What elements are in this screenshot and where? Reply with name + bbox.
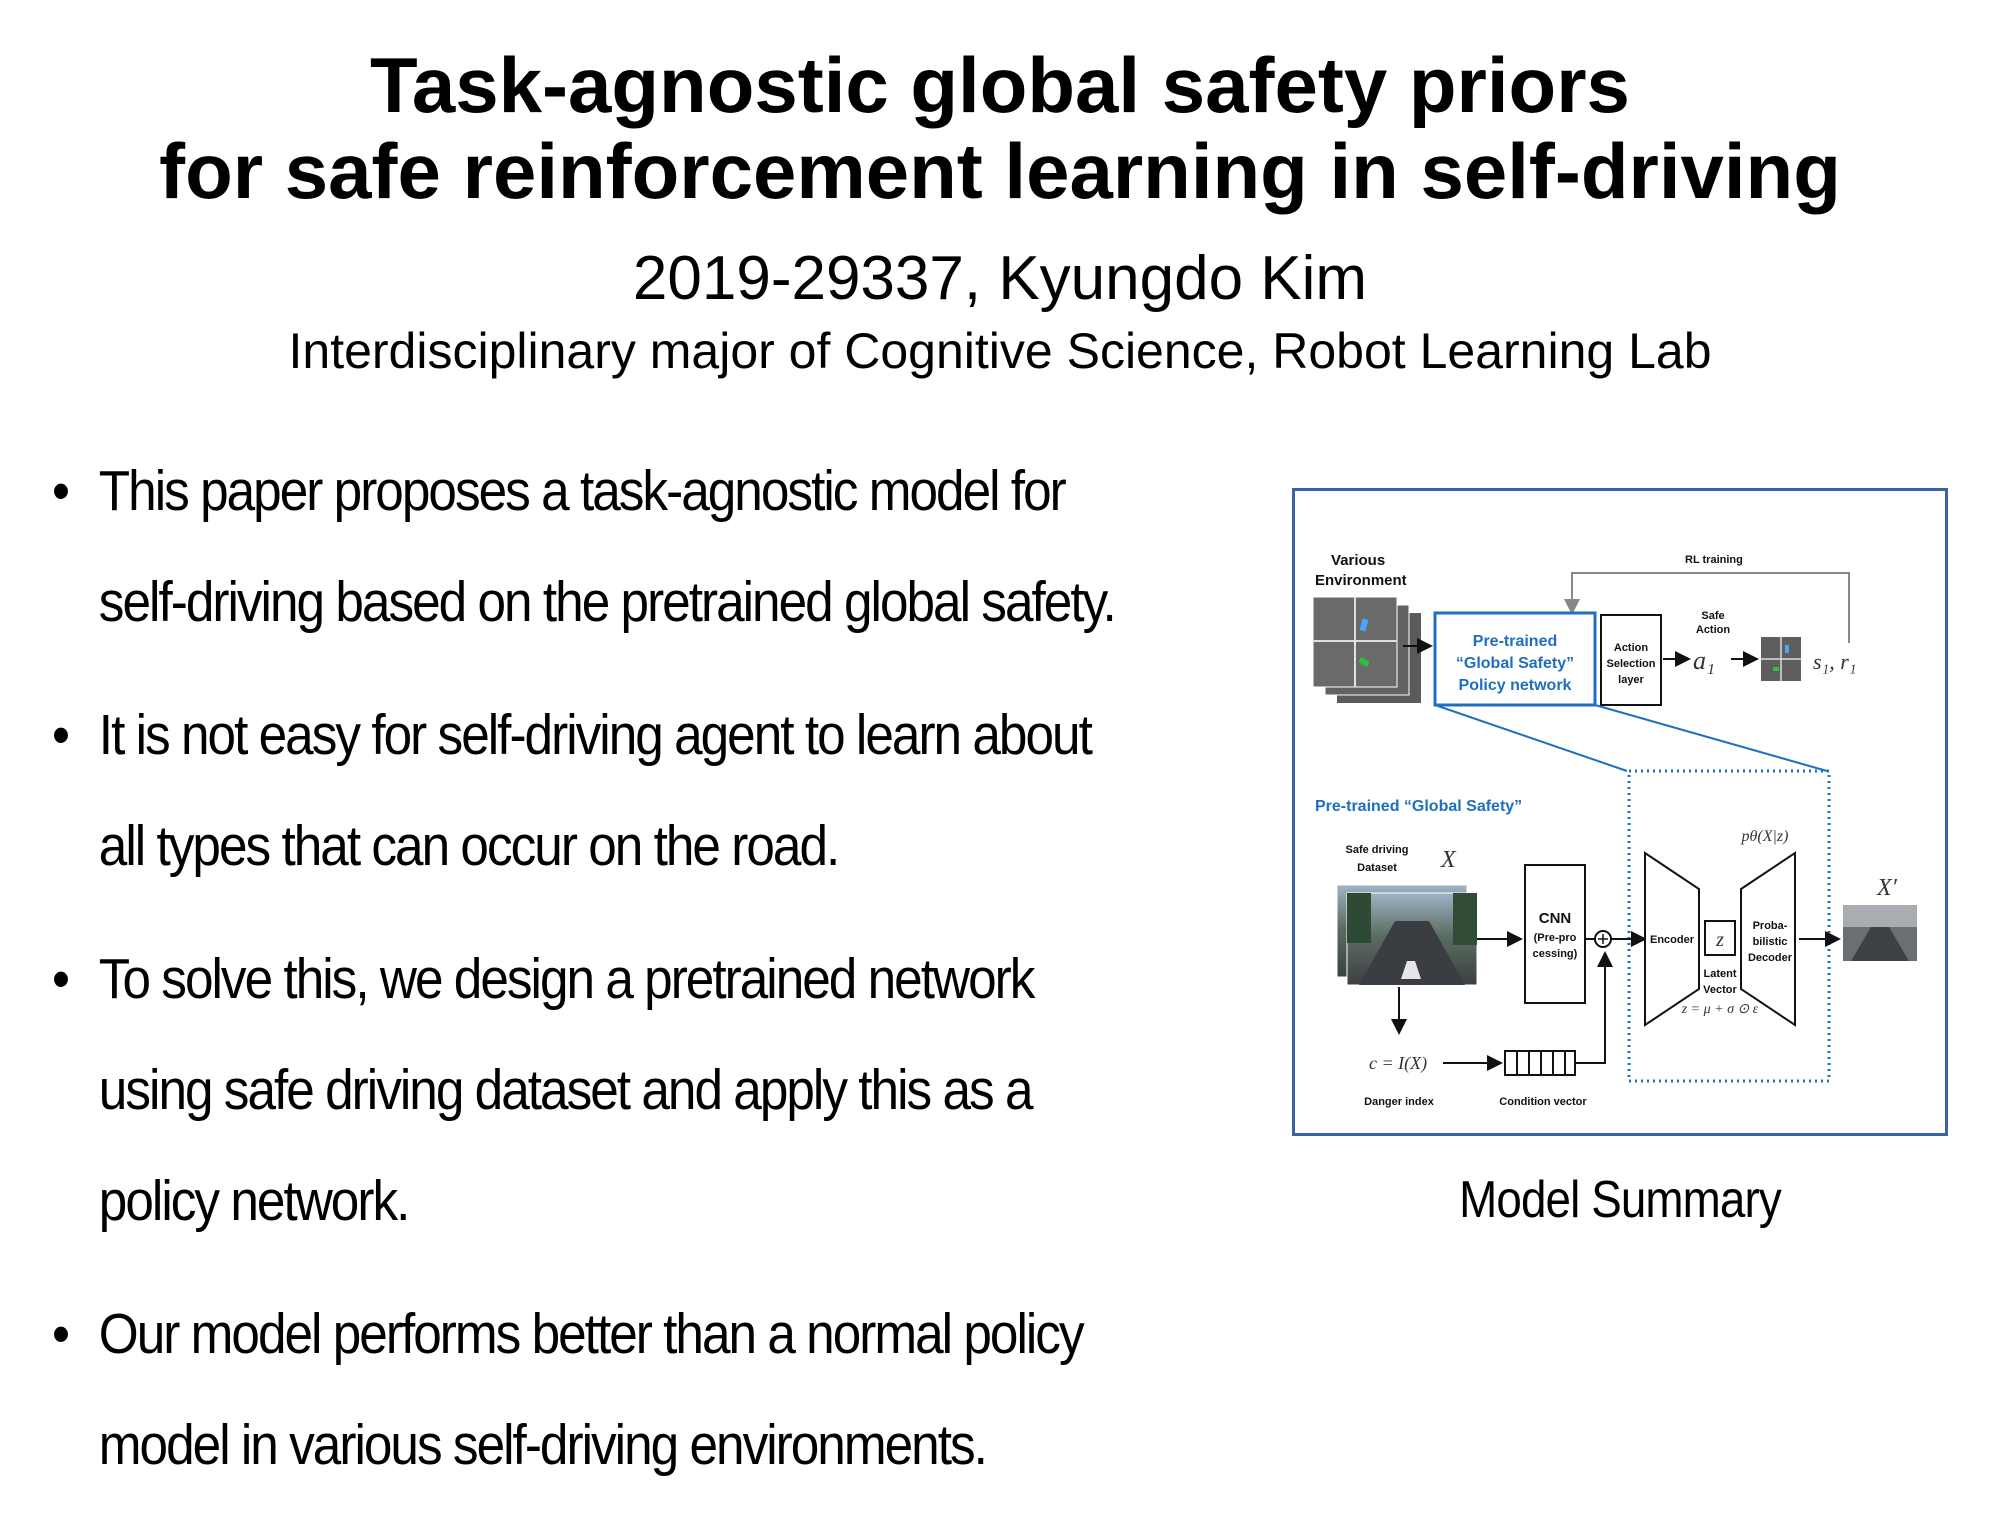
poster-title [0, 42, 2000, 214]
decoder-label-3: Decoder [1747, 952, 1793, 964]
action-a1: a₁ [1693, 646, 1716, 675]
safe-action-label-2: Action [1695, 624, 1731, 636]
next-state-image [1761, 637, 1801, 681]
zoom-line-right [1595, 705, 1827, 771]
model-diagram [1295, 491, 1945, 1133]
pretrained-label-1: Pre-trained [1472, 633, 1558, 650]
section-title: Pre-trained “Global Safety” [1315, 798, 1523, 815]
pretrained-label-2: “Global Safety” [1455, 655, 1575, 672]
bullet-line: • Our model performs better than a normal policy [98, 1302, 1083, 1366]
title-line-2: for safe reinforcement learning in self-driving [159, 127, 1841, 215]
author-line: 2019-29337, Kyungdo Kim [632, 244, 1368, 313]
pretrained-label-3: Policy network [1458, 677, 1572, 694]
safe-action-label-1: Safe [1701, 610, 1725, 622]
action-label-3: layer [1618, 674, 1644, 686]
latent-label-2: Vector [1703, 984, 1737, 996]
cnn-label-2: (Pre-pro [1533, 932, 1577, 944]
danger-equation: c = I(X) [1369, 1053, 1428, 1073]
bullet-line: policy network. [98, 1169, 409, 1233]
state-reward: s₁, r₁ [1813, 649, 1857, 674]
environment-images [1313, 597, 1421, 703]
latent-label-1: Latent [1703, 968, 1737, 980]
input-x: X [1441, 847, 1456, 873]
decoder-label-2: bilistic [1752, 936, 1788, 948]
bullet-item [52, 1279, 1323, 1501]
bullet-line: model in various self-driving environments. [98, 1413, 986, 1477]
decoder-distribution: pθ(X|z) [1741, 828, 1789, 845]
bullet-line: • This paper proposes a task-agnostic model for [98, 459, 1065, 523]
condition-vector-glyph [1505, 1051, 1575, 1075]
dataset-label-2: Dataset [1357, 862, 1397, 874]
bullet-line: • To solve this, we design a pretrained network [98, 947, 1034, 1011]
bullet-item [52, 680, 1323, 902]
decoder-label-1: Proba- [1752, 920, 1788, 932]
bullet-line: self-driving based on the pretrained global safety. [98, 570, 1115, 634]
danger-index-label: Danger index [1364, 1096, 1434, 1108]
env-label-1: Various [1331, 552, 1386, 569]
bullet-item [52, 436, 1323, 658]
affiliation-line: Interdisciplinary major of Cognitive Science, Robot Learning Lab [288, 323, 1712, 379]
bullet-line: using safe driving dataset and apply this as a [98, 1058, 1032, 1122]
cnn-label-1: CNN [1538, 910, 1572, 927]
title-line-1: Task-agnostic global safety priors [370, 41, 1630, 129]
env-label-2: Environment [1315, 572, 1407, 589]
zoom-line-left [1435, 705, 1627, 771]
dataset-label-1: Safe driving [1345, 844, 1409, 856]
condition-vector-label: Condition vector [1499, 1096, 1587, 1108]
model-figure [1292, 488, 1948, 1136]
bullet-list [52, 436, 1282, 1523]
reparameterization: z = μ + σ ⊙ ε [1681, 1002, 1759, 1017]
encoder-label: Encoder [1649, 934, 1695, 946]
bullet-line: all types that can occur on the road. [98, 814, 839, 878]
bullet-line: • It is not easy for self-driving agent to learn about [98, 703, 1091, 767]
bullet-item [52, 924, 1323, 1257]
cnn-label-3: cessing) [1532, 948, 1578, 960]
figure-caption: Model Summary [1459, 1171, 1781, 1229]
action-label-1: Action [1613, 642, 1649, 654]
output-x-prime: X′ [1877, 875, 1897, 901]
rl-training-label: RL training [1685, 554, 1743, 566]
dataset-image [1337, 885, 1477, 985]
latent-z: z [1716, 929, 1724, 951]
action-label-2: Selection [1606, 658, 1656, 670]
reconstruction-image [1843, 905, 1917, 961]
